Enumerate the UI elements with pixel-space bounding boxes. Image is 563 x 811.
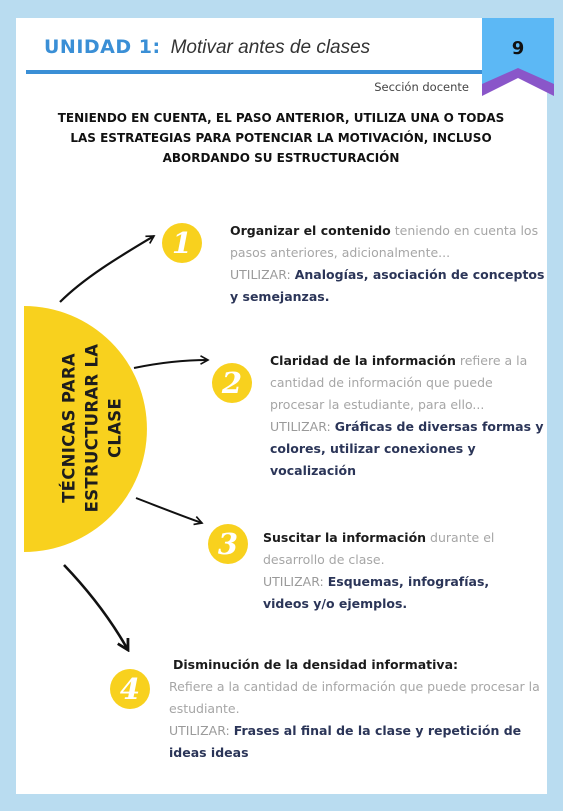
technique-item-3 <box>263 527 533 615</box>
arrow-1 <box>60 236 154 302</box>
arrow-4 <box>64 565 128 650</box>
unit-label: UNIDAD 1: <box>44 36 161 58</box>
item-description: teniendo en cuenta los pasos anteriores, adicionalmente... <box>230 223 539 260</box>
unit-subtitle: Motivar antes de clases <box>170 37 371 58</box>
item-description: Refiere a la cantidad de información que puede procesar la estudiante. <box>169 679 540 716</box>
item-description: durante el desarrollo de clase. <box>263 530 495 567</box>
use-label: UTILIZAR: <box>263 574 324 589</box>
use-text: Esquemas, infografías, videos y/o ejemplos. <box>263 574 490 611</box>
section-label: Sección docente <box>374 80 469 94</box>
use-label: UTILIZAR: <box>230 267 291 282</box>
item-title: Organizar el contenido <box>230 223 391 238</box>
use-text: Analogías, asociación de conceptos y semejanzas. <box>230 267 545 304</box>
page-number: 9 <box>511 38 525 59</box>
item-title: Claridad de la información <box>270 353 456 368</box>
technique-item-2 <box>270 350 548 482</box>
use-text: Gráficas de diversas formas y colores, utilizar conexiones y vocalización <box>270 419 544 478</box>
intro-instructions: TENIENDO EN CUENTA, EL PASO ANTERIOR, UTILIZA UNA O TODAS LAS ESTRATEGIAS PARA POTENCIAR LA MOTIVACIÓN, INCLUSO ABORDANDO SU ESTRUCTURACIÓN <box>57 111 505 165</box>
step-number-2: 2 <box>212 363 252 403</box>
worksheet-page: UNIDAD 1: Motivar antes de clases 9 Sección docente TENIENDO EN CUENTA, EL PASO ANTERIOR, UTILIZA UNA O TODAS LAS ESTRATEGIAS PARA POTENCIAR LA MOTIVACIÓN, INCLUSO ABORDANDO SU ESTRUCTURACIÓN TÉCNICAS PARA ESTRUCTURAR LA CLASE 1 Organizar el contenido teniendo en cuenta los pasos anteriores, adicionalmente... UTILIZAR: Analogías, asociación de conceptos y semejanzas. 2 Claridad de la información refiere a la cantidad de información que puede procesar la estudiante, para ello... UTILIZAR: Gráficas de diversas formas y colores, utilizar conexiones y vocalización 3 Suscitar la información durante el desarrollo de clase. UTILIZAR: Esquemas, infografías, videos y/o ejemplos. 4 Disminución de la densidad informativa: Refiere a la cantidad de información que puede procesar la estudiante. UTILIZAR: Frases al final de la clase y repetición de ideas ideas <box>16 18 547 794</box>
step-number-4: 4 <box>110 669 150 709</box>
arrow-3 <box>136 498 202 523</box>
item-title: Disminución de la densidad informativa: <box>173 657 458 672</box>
item-description: refiere a la cantidad de información que puede procesar la estudiante, para ello... <box>270 353 528 412</box>
use-label: UTILIZAR: <box>270 419 331 434</box>
use-text: Frases al final de la clase y repetición de ideas ideas <box>169 723 522 760</box>
technique-item-4 <box>169 654 541 764</box>
step-number-1: 1 <box>162 223 202 263</box>
use-label: UTILIZAR: <box>169 723 230 738</box>
step-number-3: 3 <box>208 524 248 564</box>
item-title: Suscitar la información <box>263 530 427 545</box>
arrow-2 <box>134 360 208 368</box>
technique-item-1 <box>230 220 548 308</box>
